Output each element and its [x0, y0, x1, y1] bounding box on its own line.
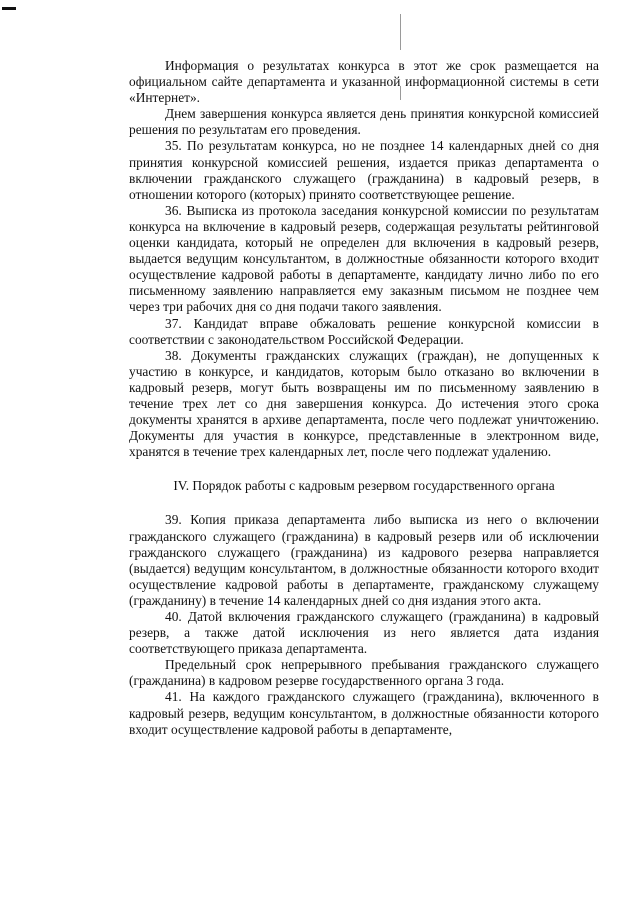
- paragraph-41: 41. На каждого гражданского служащего (гражданина), включенного в кадровый резерв, ведущим консультантом, в должностные обязанности которого входит осуществление кадровой работы в департаменте,: [129, 689, 599, 737]
- scan-edge-mark: [2, 7, 16, 10]
- scan-artifact-line: [400, 14, 401, 50]
- paragraph: Днем завершения конкурса является день принятия конкурсной комиссией решения по результатам его проведения.: [129, 106, 599, 138]
- paragraph-39: 39. Копия приказа департамента либо выписка из него о включении гражданского служащего (гражданина) в кадровый резерв или об исключении гражданского служащего (гражданина) из кадрового резерва направляется (выдается) ведущим консультантом, в должностные обязанности которого входит осуществление кадровой работы в департаменте, гражданскому служащему (гражданину) в течение 14 календарных дней со дня издания этого акта.: [129, 512, 599, 608]
- paragraph: Предельный срок непрерывного пребывания гражданского служащего (гражданина) в кадровом резерве государственного органа 3 года.: [129, 657, 599, 689]
- paragraph-36: 36. Выписка из протокола заседания конкурсной комиссии по результатам конкурса на включение в кадровый резерв, содержащая результаты рейтинговой оценки кандидата, который не определен для включения в кадровый резерв, выдается ведущим консультантом, в должностные обязанности которого входит осуществление кадровой работы в департаменте, кандидату лично либо по его письменному заявлению направляется ему заказным письмом не позднее чем через три рабочих дня со дня подачи такого заявления.: [129, 202, 599, 315]
- paragraph-35: 35. По результатам конкурса, но не позднее 14 календарных дней со дня принятия конкурсной комиссией решения, издается приказ департамента о включении гражданского служащего (гражданина) в кадровый резерв, в отношении которого (которых) принято соответствующее решение.: [129, 138, 599, 202]
- paragraph-40: 40. Датой включения гражданского служащего (гражданина) в кадровый резерв, а также датой исключения из него является дата издания соответствующего приказа департамента.: [129, 609, 599, 657]
- paragraph: Информация о результатах конкурса в этот же срок размещается на официальном сайте департамента и указанной информационной системы в сети «Интернет».: [129, 58, 599, 106]
- paragraph-38: 38. Документы гражданских служащих (граждан), не допущенных к участию в конкурсе, и кандидатов, которым было отказано во включении в кадровый резерв, могут быть возвращены им по письменному заявлению в течение трех лет со дня завершения конкурса. До истечения этого срока документы хранятся в архиве департамента, после чего подлежат уничтожению. Документы для участия в конкурсе, представленные в электронном виде, хранятся в течение трех календарных лет, после чего подлежат удалению.: [129, 347, 599, 460]
- paragraph-37: 37. Кандидат вправе обжаловать решение конкурсной комиссии в соответствии с законодательством Российской Федерации.: [129, 315, 599, 347]
- section-heading: IV. Порядок работы с кадровым резервом государственного органа: [173, 478, 555, 494]
- document-body: [129, 58, 599, 738]
